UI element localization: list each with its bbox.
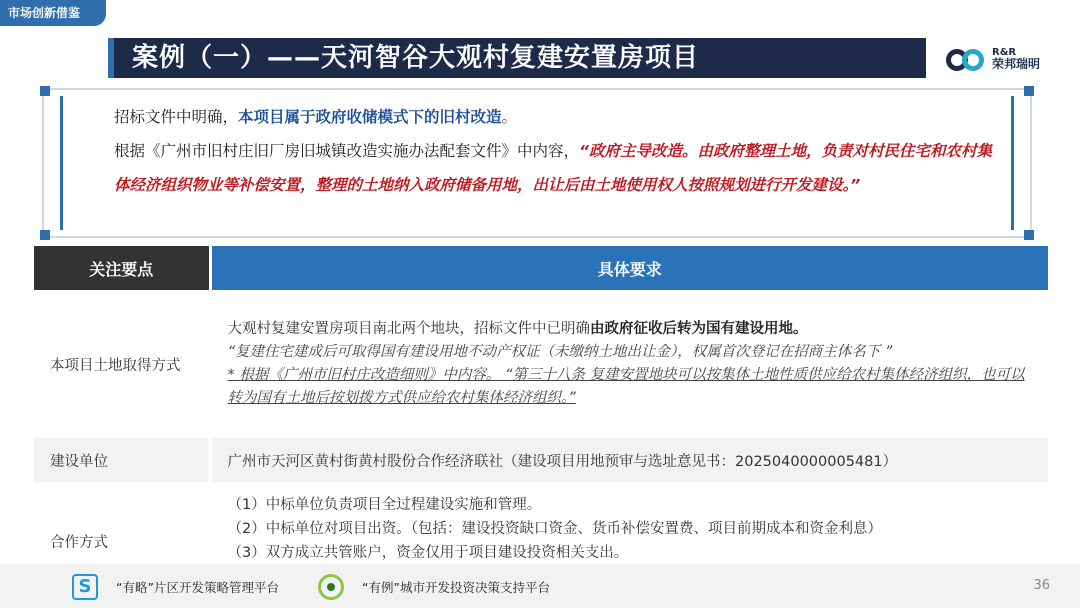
quote-content (114, 100, 994, 202)
logo-en-text: R&R (992, 46, 1017, 58)
quote-line1-prefix: 招标文件中明确， (114, 108, 239, 126)
quote-line1-highlight: 本项目属于政府收储模式下的旧村改造 (238, 108, 502, 126)
section-tag: 市场创新借鉴 (0, 0, 106, 26)
quote-box (42, 88, 1032, 238)
page-title: 案例（一）——天河智谷大观村复建安置房项目 (132, 43, 700, 73)
table-row (34, 438, 1048, 482)
logo-cn-text: 荣邦瑞明 (992, 56, 1041, 71)
footer (0, 564, 1080, 608)
row-content: 广州市天河区黄村街黄村股份合作经济联社（建设项目用地预审与选址意见书：2025040000005481） (210, 438, 1048, 482)
row-label: 建设单位 (34, 438, 210, 482)
row-label: 合作方式 (34, 482, 210, 600)
company-logo (944, 40, 1064, 78)
row-content (210, 290, 1048, 438)
table-row (34, 290, 1048, 438)
quote-line1-suffix: 。 (501, 108, 518, 126)
requirements-table (34, 246, 1048, 600)
col-header-focus: 关注要点 (34, 246, 210, 290)
quote-line-2 (114, 134, 994, 202)
s-logo-icon: S (72, 574, 98, 600)
list-item: （1）中标单位负责项目全过程建设实施和管理。 (227, 497, 542, 513)
land-line1-prefix: 大观村复建安置房项目南北两个地块，招标文件中已明确 (227, 321, 590, 337)
col-header-requirements: 具体要求 (210, 246, 1048, 290)
land-line-1 (228, 318, 1033, 341)
quote-line2-red: “政府主导改造。由政府整理土地，负责对村民住宅和农村集体经济组织物业等补偿安置，整理的土地纳入政府储备用地，出让后由土地使用权人按照规划进行开发建设。” (114, 142, 993, 194)
quote-line-1 (114, 100, 994, 134)
list-item: （2）中标单位对项目出资。（包括：建设投资缺口资金、货币补偿安置费、项目前期成本和资金利息） (227, 521, 882, 537)
footer-item-2-label: “有例”城市开发投资决策支持平台 (362, 580, 550, 595)
footer-platform-2[interactable] (318, 574, 550, 600)
title-bar (108, 38, 926, 78)
row-label: 本项目土地取得方式 (34, 290, 210, 438)
list-item: （3）双方成立共管账户，资金仅用于项目建设投资相关支出。 (227, 545, 629, 561)
signal-logo-icon (318, 574, 344, 600)
page-number: 36 (1033, 578, 1050, 593)
footer-item-1-label: “有略”片区开发策略管理平台 (116, 580, 279, 595)
land-line1-bold: 由政府征收后转为国有建设用地。 (590, 321, 808, 337)
land-line-2: “复建住宅建成后可取得国有建设用地不动产权证（未缴纳土地出让金），权属首次登记在招商主体名下 ” (227, 344, 893, 360)
footer-platform-1[interactable] (72, 574, 279, 600)
quote-line2-prefix: 根据《广州市旧村庄旧厂房旧城镇改造实施办法配套文件》中内容， (114, 142, 580, 160)
land-line-3: * 根据《广州市旧村庄改造细则》中内容。 “第三十八条 复建安置地块可以按集体土地性质供应给农村集体经济组织，也可以转为国有土地后按划拨方式供应给农村集体经济组织。” (227, 367, 1025, 406)
logo-mark-icon (944, 44, 988, 74)
